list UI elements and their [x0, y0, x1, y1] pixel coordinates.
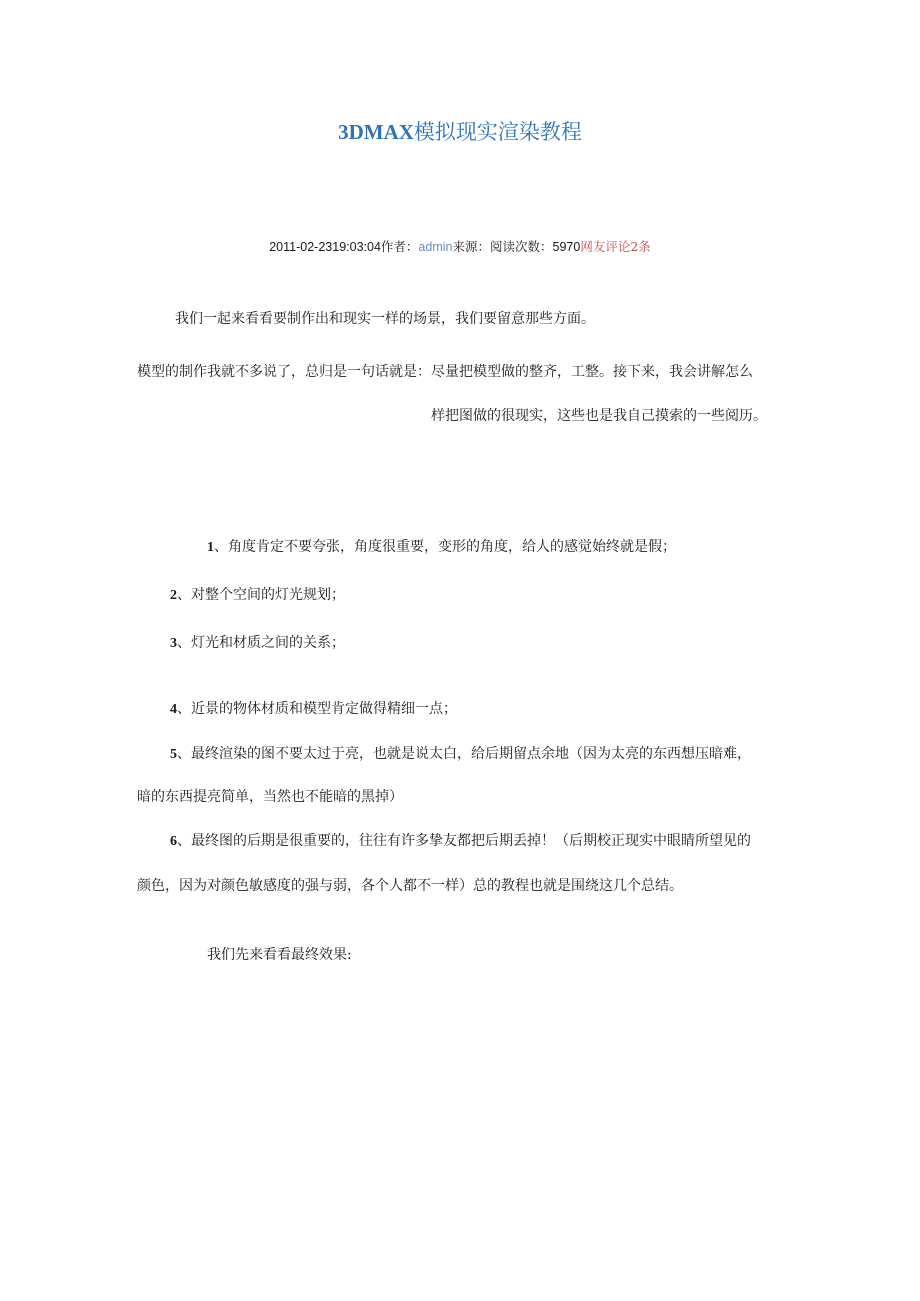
intro-paragraph: 我们一起来看看要制作出和现实一样的场景，我们要留意那些方面。 — [175, 311, 595, 327]
list-item: 4、近景的物体材质和模型肯定做得精细一点； — [170, 701, 457, 717]
paragraph-line: 样把图做的很现实，这些也是我自己摸索的一些阅历。 — [431, 408, 767, 424]
list-item-continuation: 颜色，因为对颜色敏感度的强与弱，各个人都不一样）总的教程也就是围绕这几个总结。 — [137, 878, 683, 894]
list-item: 1、角度肯定不要夸张，角度很重要，变形的角度，给人的感觉始终就是假； — [207, 539, 676, 555]
closing-paragraph: 我们先来看看最终效果: — [207, 947, 352, 963]
list-item: 5、最终渲染的图不要太过于亮，也就是说太白，给后期留点余地（因为太亮的东西想压暗难， — [170, 746, 751, 762]
page-title: 3DMAX模拟现实渲染教程 — [338, 120, 582, 144]
post-datetime: 2011-02-2319:03:04 — [269, 240, 381, 254]
read-count: 5970 — [552, 240, 581, 254]
list-item: 2、对整个空间的灯光规划； — [170, 587, 345, 603]
author-link[interactable]: admin — [418, 240, 453, 254]
list-item: 3、灯光和材质之间的关系； — [170, 635, 345, 651]
list-item: 6、最终图的后期是很重要的，往往有许多挚友都把后期丢掉！（后期校正现实中眼睛所望见的 — [170, 833, 751, 849]
article-meta: 2011-02-2319:03:04作者：admin来源：阅读次数：5970网友评论2条 — [269, 239, 651, 254]
comments-link[interactable]: 网友评论2条 — [580, 239, 651, 254]
list-item-continuation: 暗的东西提亮简单，当然也不能暗的黑掉） — [137, 789, 403, 805]
paragraph-line: 模型的制作我就不多说了，总归是一句话就是：尽量把模型做的整齐，工整。接下来，我会讲解怎么 — [137, 364, 753, 380]
